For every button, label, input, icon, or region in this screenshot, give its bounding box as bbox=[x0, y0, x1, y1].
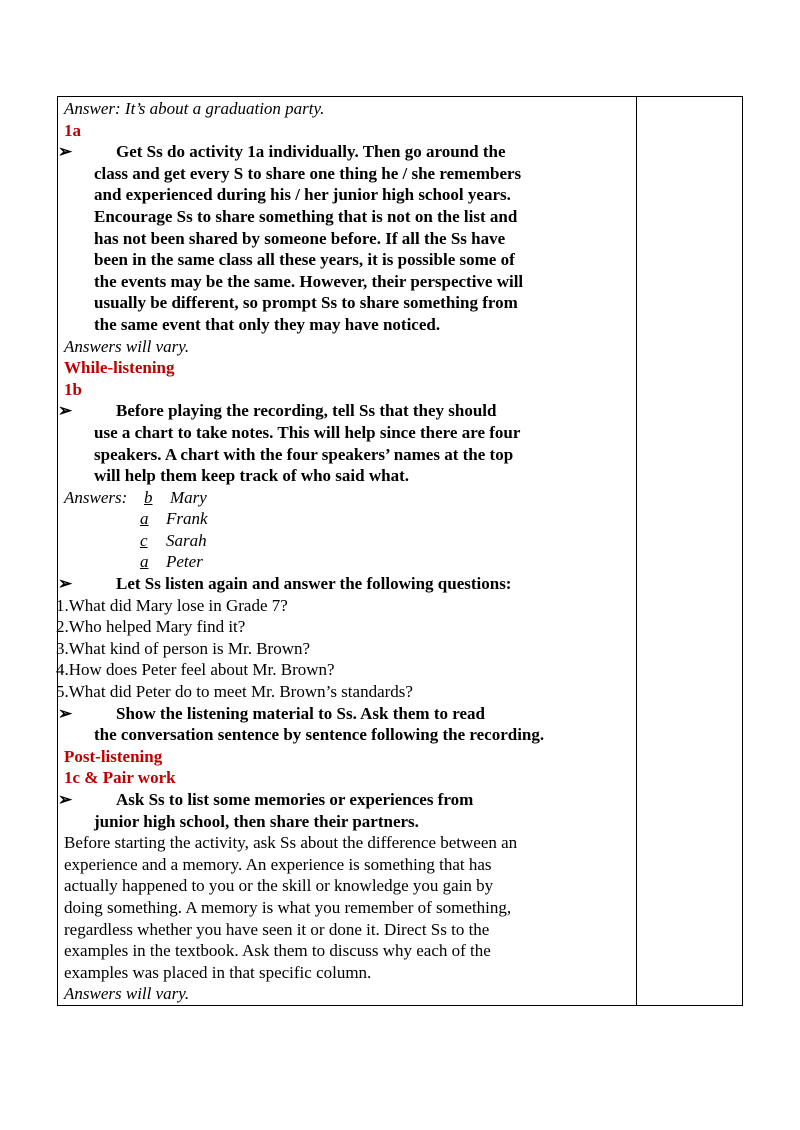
section-heading-1a: 1a bbox=[64, 120, 81, 140]
lesson-table bbox=[57, 96, 743, 1006]
bullet-arrow-icon: ➢ bbox=[58, 142, 73, 162]
answer-name: Sarah bbox=[166, 530, 207, 550]
bullet-1c: ➢ Ask Ss to list some memories or experiences from junior high school, then share their partners. bbox=[58, 790, 474, 831]
answers-1b bbox=[64, 487, 626, 573]
answer-line: Answer: It’s about a graduation party. bbox=[64, 99, 325, 118]
section-heading-1b: 1b bbox=[64, 379, 82, 399]
list-item: 5.What did Peter do to meet Mr. Brown’s standards? bbox=[56, 682, 413, 702]
answer-name: Peter bbox=[166, 552, 203, 572]
answer-letter: a bbox=[140, 509, 149, 529]
bullet-show-material: ➢ Show the listening material to Ss. Ask them to read the conversation sentence by sentence following the recording. bbox=[58, 703, 545, 745]
answers-label: Answers: bbox=[64, 487, 128, 507]
bullet-listen-again: ➢ Let Ss listen again and answer the following questions: bbox=[58, 574, 512, 594]
answer-name: Frank bbox=[166, 509, 208, 529]
bullet-1a: ➢ Get Ss do activity 1a individually. Then go around the class and get every S to share one thing he / she remembers and experienced during his / her junior high school years. Encourage Ss to share something that is not on the list and has not been shared by someone before. If all the Ss have been in the same class all these years, it is possible some of the events may be the same. However, their perspective will usually be different, so prompt Ss to share something from the same event that only they may have noticed. bbox=[58, 142, 524, 334]
explanation-paragraph: Before starting the activity, ask Ss about the difference between an experience and a memory. An experience is something that has actually happened to you or the skill or knowledge you gain by doing something. A memory is what you remember of something, regardless whether you have seen it or done it. Direct Ss to the examples in the textbook. Ask them to discuss why each of the examples was placed in that specific column. bbox=[64, 833, 518, 982]
column-divider bbox=[636, 97, 637, 1005]
list-item: 1.What did Mary lose in Grade 7? bbox=[56, 595, 288, 615]
answers-vary-note: Answers will vary. bbox=[64, 984, 190, 1004]
answer-letter: b bbox=[144, 487, 153, 507]
bullet-1b: ➢ Before playing the recording, tell Ss that they should use a chart to take notes. This will help since there are four speakers. A chart with the four speakers’ names at the top will help them keep track of who said what. bbox=[58, 401, 521, 486]
questions-list bbox=[56, 595, 626, 703]
bullet-arrow-icon: ➢ bbox=[58, 401, 73, 421]
list-item: 2.Who helped Mary find it? bbox=[56, 617, 246, 637]
answer-letter: a bbox=[140, 552, 149, 572]
section-heading-while-listening: While-listening bbox=[64, 358, 175, 378]
bullet-arrow-icon: ➢ bbox=[58, 703, 73, 723]
lesson-content bbox=[56, 98, 626, 1005]
answer-name: Mary bbox=[170, 487, 207, 507]
bullet-arrow-icon: ➢ bbox=[58, 574, 73, 594]
answer-letter: c bbox=[140, 530, 148, 550]
bullet-arrow-icon: ➢ bbox=[58, 790, 73, 809]
list-item: 4.How does Peter feel about Mr. Brown? bbox=[56, 660, 335, 680]
section-heading-1c: 1c & Pair work bbox=[64, 768, 176, 788]
section-heading-post-listening: Post-listening bbox=[64, 746, 163, 766]
answers-vary-note: Answers will vary. bbox=[64, 336, 190, 356]
list-item: 3.What kind of person is Mr. Brown? bbox=[56, 638, 311, 658]
